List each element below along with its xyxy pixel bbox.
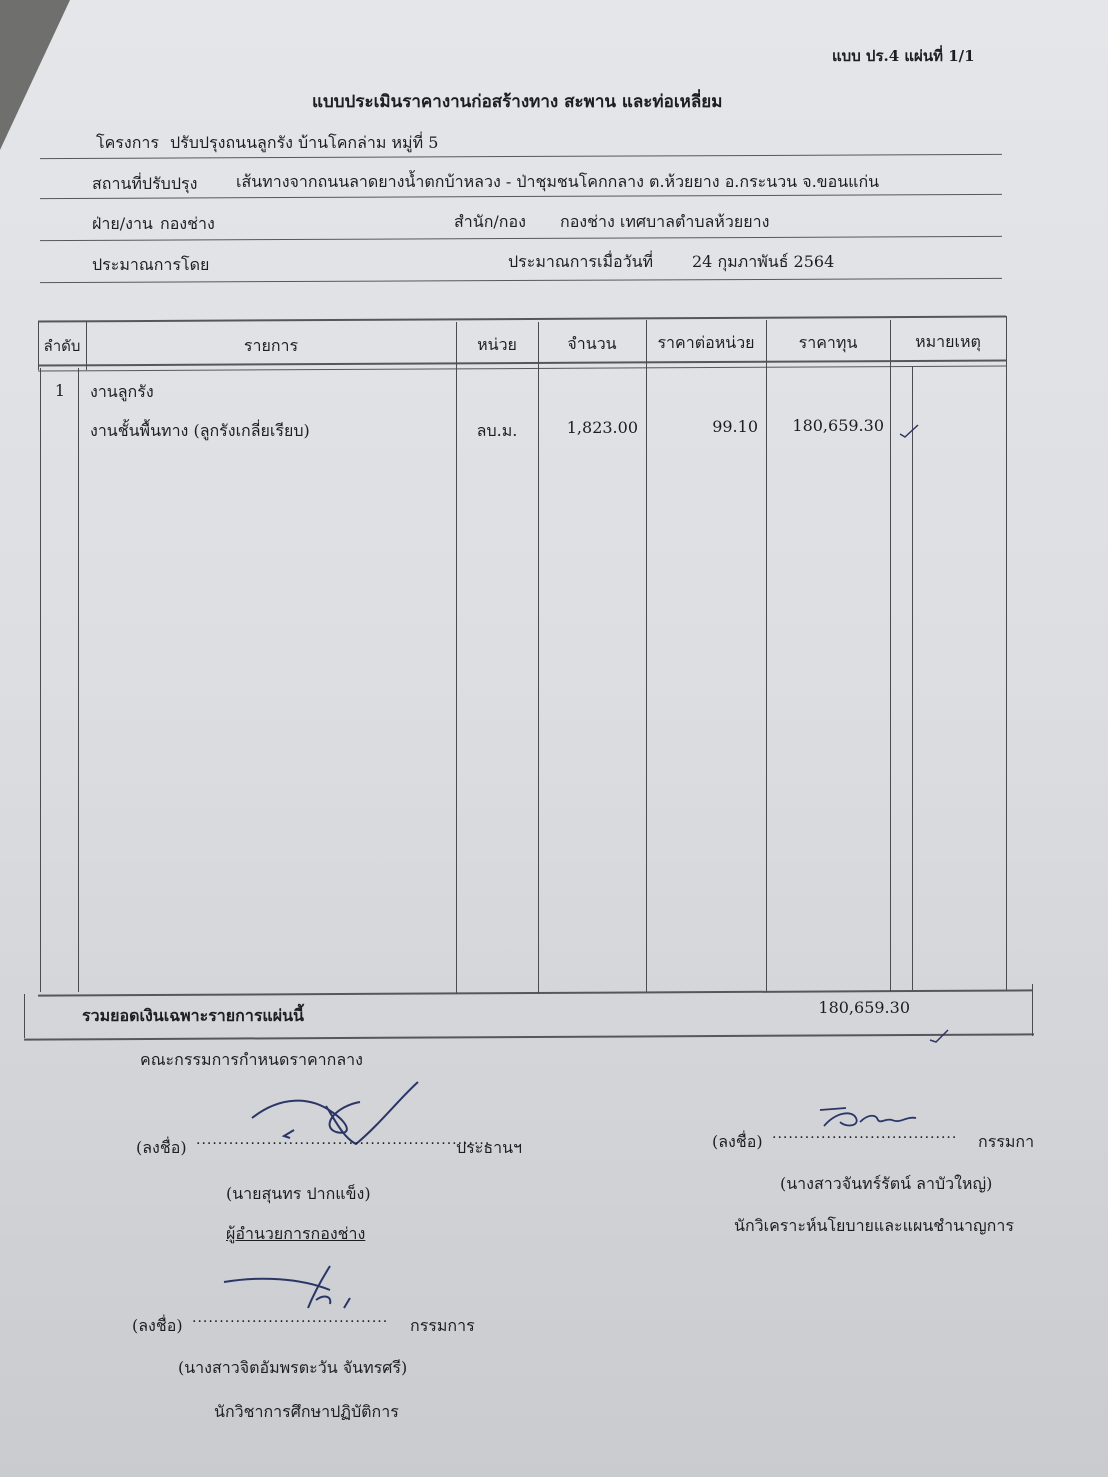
- project-value: ปรับปรุงถนนลูกรัง บ้านโคกล่าม หมู่ที่ 5: [170, 133, 439, 152]
- estimator-label: ประมาณการโดย: [92, 255, 210, 274]
- office-value: กองช่าง เทศบาลตำบลห้วยยาง: [560, 212, 770, 231]
- chair-name: (นายสุนทร ปากแข็ง): [226, 1184, 371, 1203]
- member1-sign-line: ....................................: [192, 1310, 389, 1326]
- row-2-qty: 1,823.00: [566, 418, 638, 437]
- col-border: [24, 994, 25, 1038]
- member1-name: (นางสาวจิตอัมพรตะวัน จันทรศรี): [178, 1358, 408, 1377]
- location-label: สถานที่ปรับปรุง: [92, 174, 198, 193]
- member1-sign-label: (ลงชื่อ): [132, 1316, 183, 1335]
- chair-position: ผู้อำนวยการกองช่าง: [226, 1224, 366, 1243]
- col-border: [1006, 316, 1007, 990]
- check-mark-icon: [898, 420, 920, 440]
- header-note: หมายเหตุ: [915, 332, 981, 351]
- dept-value: กองช่าง: [160, 214, 215, 233]
- header-item: รายการ: [243, 336, 299, 355]
- col-border: [40, 368, 41, 992]
- header-cost: ราคาทุน: [798, 333, 858, 352]
- header-unit: หน่วย: [477, 335, 517, 354]
- member2-position: นักวิเคราะห์นโยบายและแผนชำนาญการ: [734, 1216, 1014, 1235]
- col-border: [78, 368, 79, 992]
- check-mark-icon: [928, 1026, 950, 1046]
- chair-sign-line: ......................................................: [196, 1132, 491, 1148]
- member2-sign-label: (ลงชื่อ): [712, 1132, 763, 1151]
- project-label: โครงการ: [96, 133, 159, 152]
- header-no: ลำดับ: [43, 337, 81, 355]
- header-qty: จำนวน: [567, 334, 617, 353]
- col-border: [912, 366, 913, 990]
- total-label: รวมยอดเงินเฉพาะรายการแผ่นนี้: [82, 1006, 304, 1025]
- member2-role: กรรมกา: [978, 1132, 1035, 1151]
- chair-role: ประธานฯ: [456, 1138, 523, 1157]
- col-border: [766, 320, 767, 992]
- location-value: เส้นทางจากถนนลาดยางน้ำตกบ้าหลวง - ป่าชุมชนโคกกลาง ต.ห้วยยาง อ.กระนวน จ.ขอนแก่น: [236, 172, 880, 191]
- chair-sign-label: (ลงชื่อ): [136, 1138, 187, 1157]
- estimate-date-value: 24 กุมภาพันธ์ 2564: [692, 252, 835, 271]
- row-1-item: งานลูกรัง: [90, 382, 154, 401]
- document-title: แบบประเมินราคางานก่อสร้างทาง สะพาน และท่อเหลี่ยม: [312, 92, 723, 112]
- row-2-unit: ลบ.ม.: [476, 421, 518, 440]
- row-2-item: งานชั้นพื้นทาง (ลูกรังเกลี่ยเรียบ): [90, 421, 310, 440]
- col-border: [1032, 984, 1033, 1036]
- committee-title: คณะกรรมการกำหนดราคากลาง: [140, 1050, 363, 1069]
- member1-position: นักวิชาการศึกษาปฏิบัติการ: [214, 1402, 399, 1421]
- dept-label: ฝ่าย/งาน: [92, 214, 153, 233]
- form-reference: แบบ ปร.4 แผ่นที่ 1/1: [832, 47, 975, 65]
- col-border: [890, 320, 891, 992]
- member1-signature: [220, 1246, 380, 1316]
- member2-name: (นางสาวจันทร์รัตน์ ลาบัวใหญ่): [780, 1174, 993, 1193]
- row-2-cost: 180,659.30: [792, 416, 884, 435]
- estimate-date-label: ประมาณการเมื่อวันที่: [508, 252, 654, 271]
- office-label: สำนัก/กอง: [454, 212, 526, 231]
- header-unit-price: ราคาต่อหน่วย: [657, 333, 755, 352]
- row-2-unit-price: 99.10: [712, 417, 758, 436]
- member1-role: กรรมการ: [410, 1316, 475, 1335]
- row-1-no: 1: [54, 381, 66, 400]
- col-border: [646, 320, 647, 992]
- member2-sign-line: ..................................: [772, 1126, 958, 1142]
- total-value: 180,659.30: [818, 998, 910, 1017]
- col-border: [538, 322, 539, 994]
